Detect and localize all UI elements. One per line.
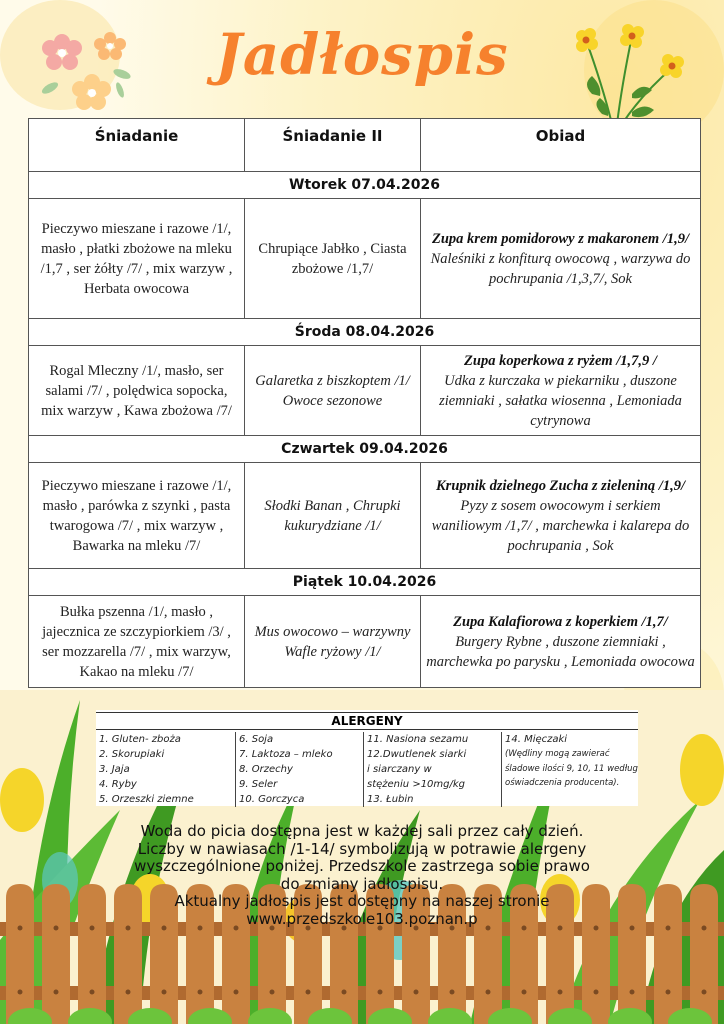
footer-line: Aktualny jadłospis jest dostępny na naszej stronie: [174, 892, 550, 910]
second-breakfast-cell: Chrupiące Jabłko , Ciasta zbożowe /1,7/: [245, 199, 421, 319]
meal-row: [29, 463, 701, 569]
fence-nail: [558, 990, 563, 995]
lunch-soup: Zupa krem pomidorowy z makaronem /1,9/: [432, 230, 689, 247]
meal-row: [29, 596, 701, 688]
column-header-lunch: Obiad: [421, 119, 701, 172]
fence-nail: [414, 990, 419, 995]
menu-table: [28, 118, 701, 688]
allergens-heading: ALERGENY: [96, 712, 638, 730]
lunch-cell: [421, 346, 701, 436]
fence-nail: [486, 990, 491, 995]
allergen-item: 9. Seler: [239, 779, 278, 790]
fence-picket: [42, 884, 70, 1024]
page-title: Jadłospis: [215, 22, 509, 88]
table-header-row: [29, 119, 701, 172]
day-row: [29, 569, 701, 596]
website-link[interactable]: www.przedszkole103.poznan.p: [246, 909, 478, 928]
allergens-column: [236, 732, 364, 807]
fence-nail: [378, 990, 383, 995]
fence-nail: [702, 926, 707, 931]
allergen-item: 12.Dwutlenek siarki: [367, 749, 467, 760]
footer-line: do zmiany jadłospisu.: [280, 874, 444, 893]
fence-nail: [594, 990, 599, 995]
fence-nail: [54, 926, 59, 931]
fence-nail: [198, 990, 203, 995]
allergens-box: [96, 710, 638, 806]
day-row: [29, 436, 701, 463]
fence-nail: [126, 990, 131, 995]
meal-row: [29, 199, 701, 319]
allergen-item: 6. Soja: [239, 734, 274, 745]
fence-nail: [162, 990, 167, 995]
lunch-main: Burgery Rybne , duszone ziemniaki , marchewka po parysku , Lemoniada owocowa: [426, 633, 695, 670]
fence-nail: [90, 990, 95, 995]
footer-line: wyszczególnione poniżej. Przedszkole zastrzega sobie prawo: [134, 857, 590, 875]
day-label: Środa 08.04.2026: [29, 319, 701, 346]
breakfast-cell: Rogal Mleczny /1/, masło, ser salami /7/ , polędwica sopocka, mix warzyw , Kawa zbożowa /7/: [29, 346, 245, 436]
fence-nail: [666, 990, 671, 995]
day-label: Wtorek 07.04.2026: [29, 172, 701, 199]
allergens-column: [364, 732, 502, 807]
fence-nail: [522, 990, 527, 995]
allergen-item: 3. Jaja: [99, 764, 130, 775]
second-breakfast-cell: Galaretka z biszkoptem /1/ Owoce sezonowe: [245, 346, 421, 436]
allergen-item: 13. Łubin: [367, 794, 414, 805]
fence-nail: [18, 990, 23, 995]
second-breakfast-cell: Mus owocowo – warzywny Wafle ryżowy /1/: [245, 596, 421, 688]
flowers-decoration-icon: [40, 26, 135, 116]
fence-nail: [18, 926, 23, 931]
sunflowers-decoration-icon: [572, 24, 692, 124]
allergen-item: stężeniu >10mg/kg: [367, 779, 466, 790]
meal-row: [29, 346, 701, 436]
lunch-main: Pyzy z sosem owocowym i serkiem waniliowym /1,7/ , marchewka i kalarepa do pochrupania , Sok: [431, 497, 690, 554]
fence-nail: [450, 990, 455, 995]
lunch-cell: [421, 199, 701, 319]
fence-rails: [0, 922, 724, 1000]
fence-nail: [702, 990, 707, 995]
lunch-soup: Krupnik dzielnego Zucha z zieleniną /1,9/: [436, 477, 685, 494]
allergens-column: [96, 732, 236, 807]
lunch-cell: [421, 463, 701, 569]
fence-picket: [6, 884, 34, 1024]
footer-line: Woda do picia dostępna jest w każdej sali przez cały dzień.: [140, 822, 584, 840]
footer-info: [90, 823, 634, 928]
fence-nail: [270, 990, 275, 995]
day-label: Piątek 10.04.2026: [29, 569, 701, 596]
fence-nail: [54, 990, 59, 995]
lunch-cell: [421, 596, 701, 688]
fence-nail: [630, 990, 635, 995]
breakfast-cell: Bułka pszenna /1/, masło , jajecznica ze szczypiorkiem /3/ , ser mozzarella /7/ , mix warzyw, Kakao na mleku /7/: [29, 596, 245, 688]
day-row: [29, 172, 701, 199]
allergens-column: [502, 732, 638, 807]
breakfast-cell: Pieczywo mieszane i razowe /1/, masło , parówka z szynki , pasta twarogowa /7/ , mix warzyw , Bawarka na mleku /7/: [29, 463, 245, 569]
allergen-item: 7. Laktoza – mleko: [239, 749, 333, 760]
allergen-item: 1. Gluten- zboża: [99, 734, 181, 745]
allergen-item: 4. Ryby: [99, 779, 137, 790]
breakfast-cell: Pieczywo mieszane i razowe /1/, masło , płatki zbożowe na mleku /1,7 , ser żółty /7/ , mix warzyw , Herbata owocowa: [29, 199, 245, 319]
day-label: Czwartek 09.04.2026: [29, 436, 701, 463]
fence-nail: [234, 990, 239, 995]
fence-picket: [654, 884, 682, 1024]
fence-nail: [666, 926, 671, 931]
column-header-breakfast: Śniadanie: [29, 119, 245, 172]
allergens-note: (Wędliny mogą zawierać śladowe ilości 9, 10, 11 według oświadczenia producenta).: [505, 749, 638, 788]
lunch-main: Naleśniki z konfiturą owocową , warzywa do pochrupania /1,3,7/, Sok: [430, 250, 691, 287]
allergen-item: 2. Skorupiaki: [99, 749, 165, 760]
footer-line: Liczby w nawiasach /1-14/ symbolizują w potrawie alergeny: [137, 839, 587, 858]
lunch-main: Udka z kurczaka w piekarniku , duszone ziemniaki , sałatka wiosenna , Lemoniada cytrynowa: [439, 372, 682, 429]
lunch-soup: Zupa koperkowa z ryżem /1,7,9 /: [464, 352, 657, 369]
fence-picket: [690, 884, 718, 1024]
lunch-soup: Zupa Kalafiorowa z koperkiem /1,7/: [453, 613, 668, 630]
column-header-second-breakfast: Śniadanie II: [245, 119, 421, 172]
allergen-item: 14. Mięczaki: [505, 734, 568, 745]
day-row: [29, 319, 701, 346]
allergen-item: 5. Orzeszki ziemne: [99, 794, 194, 805]
allergen-item: i siarczany w: [367, 764, 432, 775]
fence-nail: [306, 990, 311, 995]
allergen-item: 8. Orzechy: [239, 764, 293, 775]
fence-nail: [342, 990, 347, 995]
second-breakfast-cell: Słodki Banan , Chrupki kukurydziane /1/: [245, 463, 421, 569]
allergen-item: 10. Gorczyca: [239, 794, 305, 805]
allergen-item: 11. Nasiona sezamu: [367, 734, 469, 745]
